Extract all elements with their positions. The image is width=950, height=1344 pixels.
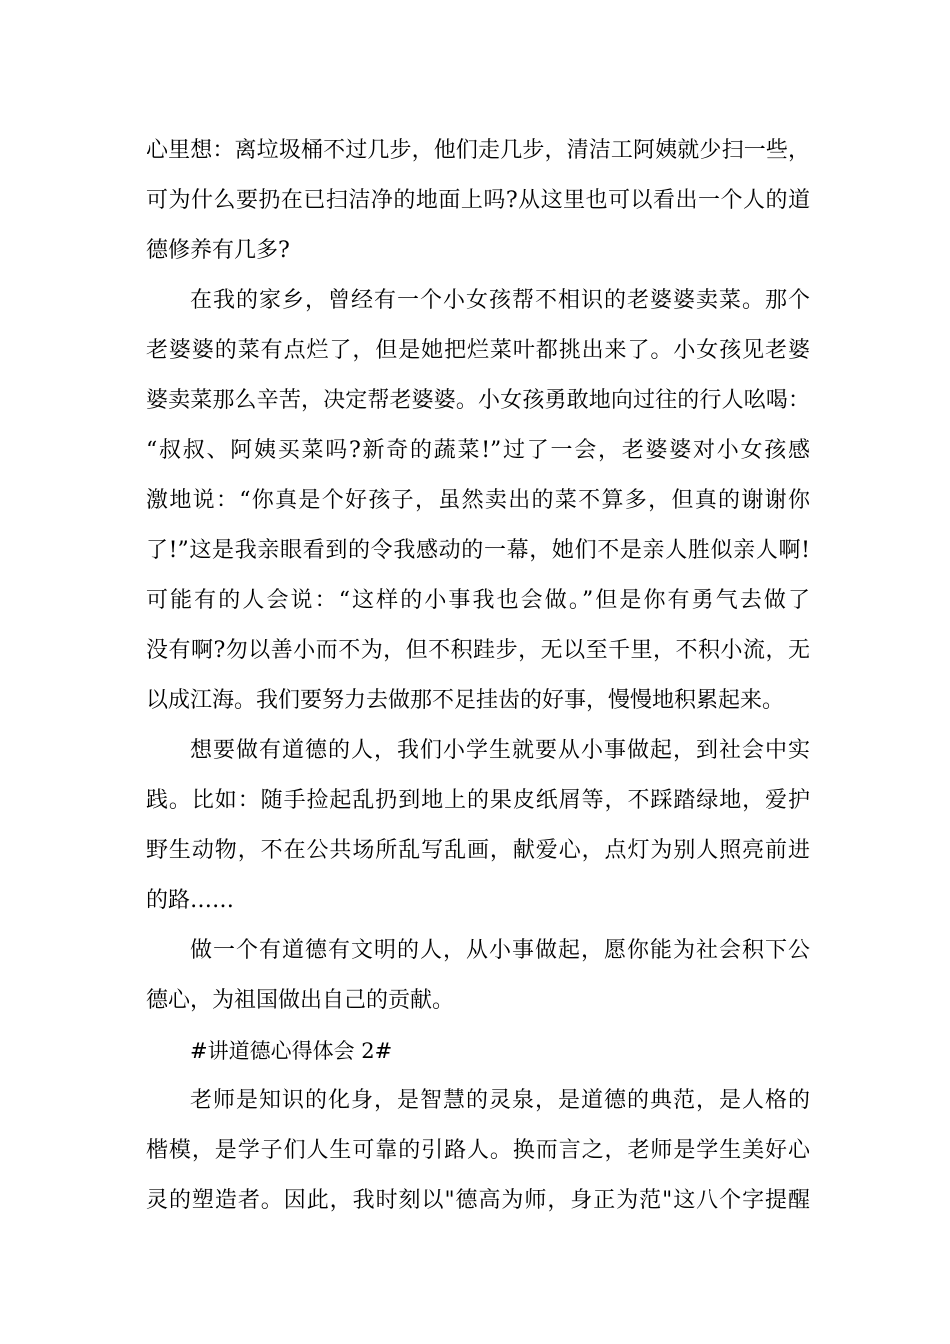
paragraph-2-line-5: 激地说：“你真是个好孩子，虽然卖出的菜不算多，但真的谢谢你 (146, 488, 810, 513)
paragraph-3-line-3: 野生动物，不在公共场所乱写乱画，献爱心，点灯为别人照亮前进 (146, 838, 810, 863)
paragraph-1-line-3: 德修养有几多? (146, 238, 290, 263)
paragraph-5-line-2: 楷模，是学子们人生可靠的引路人。换而言之，老师是学生美好心 (146, 1138, 810, 1163)
paragraph-4-line-2: 德心，为祖国做出自己的贡献。 (146, 988, 455, 1013)
paragraph-3-line-4: 的路…… (146, 888, 235, 913)
paragraph-2-line-1: 在我的家乡，曾经有一个小女孩帮不相识的老婆婆卖菜。那个 (190, 288, 810, 313)
section-heading: #讲道德心得体会 2# (190, 1039, 393, 1063)
paragraph-4-line-1: 做一个有道德有文明的人，从小事做起，愿你能为社会积下公 (190, 938, 810, 963)
paragraph-1-line-1: 心里想：离垃圾桶不过几步，他们走几步，清洁工阿姨就少扫一些， (146, 138, 810, 163)
paragraph-5-line-1: 老师是知识的化身，是智慧的灵泉，是道德的典范，是人格的 (190, 1088, 810, 1113)
document-body (146, 126, 810, 1226)
paragraph-2-line-7: 可能有的人会说：“这样的小事我也会做。”但是你有勇气去做了 (146, 588, 810, 613)
paragraph-3-line-2: 践。比如：随手捡起乱扔到地上的果皮纸屑等，不踩踏绿地，爱护 (146, 788, 810, 813)
paragraph-5-line-3: 灵的塑造者。因此，我时刻以"德高为师，身正为范"这八个字提醒 (146, 1188, 810, 1213)
paragraph-2-line-4: “叔叔、阿姨买菜吗?新奇的蔬菜!”过了一会，老婆婆对小女孩感 (146, 438, 810, 463)
paragraph-2-line-8: 没有啊?勿以善小而不为，但不积跬步，无以至千里，不积小流，无 (146, 638, 810, 663)
paragraph-1-line-2: 可为什么要扔在已扫洁净的地面上吗?从这里也可以看出一个人的道 (146, 188, 810, 213)
paragraph-2-line-2: 老婆婆的菜有点烂了，但是她把烂菜叶都挑出来了。小女孩见老婆 (146, 338, 810, 363)
paragraph-2-line-9: 以成江海。我们要努力去做那不足挂齿的好事，慢慢地积累起来。 (146, 688, 785, 713)
paragraph-3-line-1: 想要做有道德的人，我们小学生就要从小事做起，到社会中实 (190, 738, 810, 763)
paragraph-2-line-3: 婆卖菜那么辛苦，决定帮老婆婆。小女孩勇敢地向过往的行人吆喝： (146, 388, 810, 413)
paragraph-2-line-6: 了!”这是我亲眼看到的令我感动的一幕，她们不是亲人胜似亲人啊! (146, 538, 810, 563)
